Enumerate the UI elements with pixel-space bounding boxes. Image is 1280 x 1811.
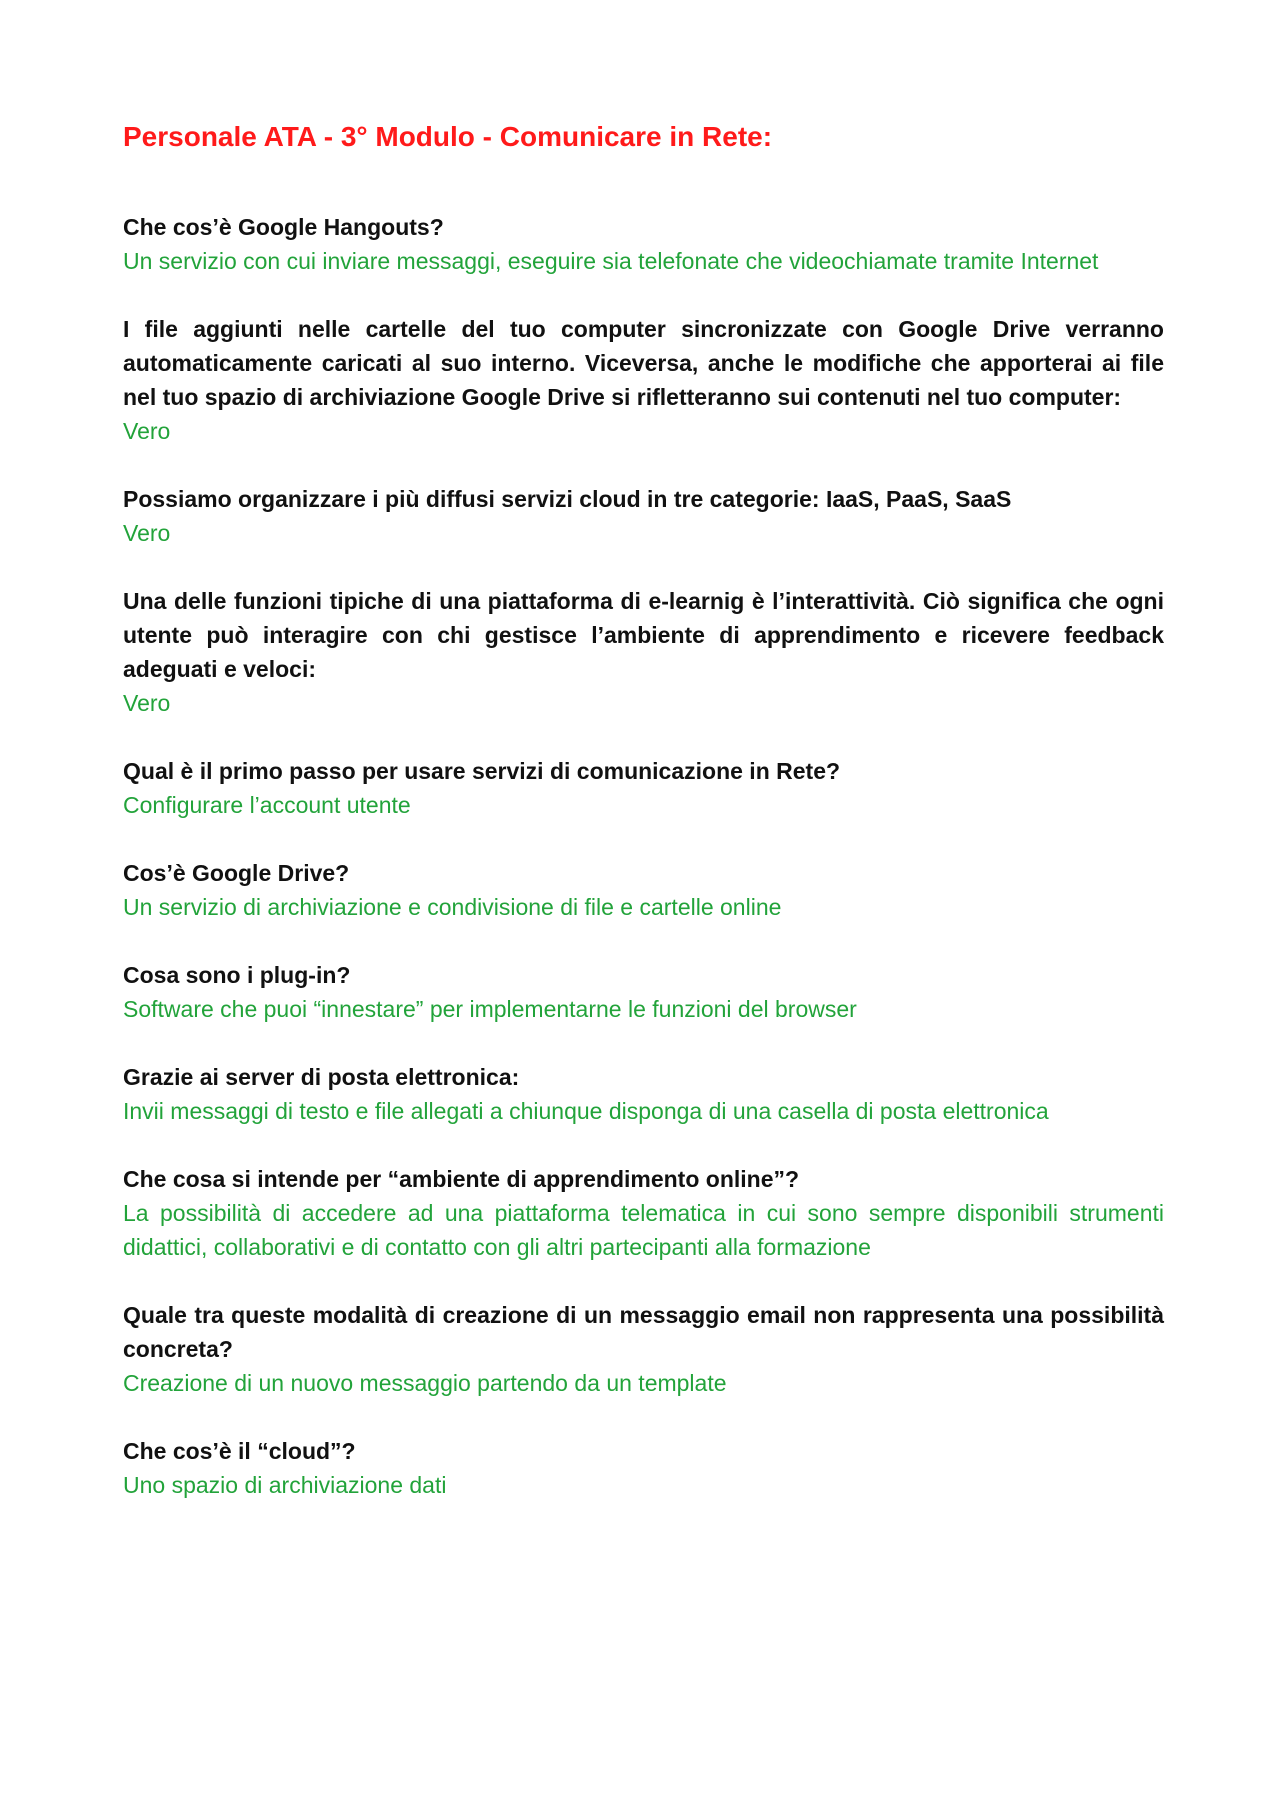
qa-item: [123, 1434, 1164, 1502]
question-text: Che cos’è Google Hangouts?: [123, 214, 444, 240]
answer-text: Uno spazio di archiviazione dati: [123, 1472, 447, 1498]
question-text: Quale tra queste modalità di creazione di un messaggio email non rappresenta una possibilità concreta?: [123, 1302, 1164, 1362]
qa-item: [123, 210, 1164, 278]
qa-item: [123, 856, 1164, 924]
question-text: Che cos’è il “cloud”?: [123, 1438, 356, 1464]
question-text: Una delle funzioni tipiche di una piattaforma di e-learnig è l’interattività. Ciò significa che ogni utente può interagire con chi gestisce l’ambiente di apprendimento e ricevere feedback adeguati e veloci:: [123, 588, 1164, 682]
answer-text: Vero: [123, 418, 171, 444]
answer-text: Software che puoi “innestare” per implementarne le funzioni del browser: [123, 996, 857, 1022]
answer-text: La possibilità di accedere ad una piattaforma telematica in cui sono sempre disponibili strumenti didattici, collaborativi e di contatto con gli altri partecipanti alla formazione: [123, 1200, 1164, 1260]
answer-text: Un servizio di archiviazione e condivisione di file e cartelle online: [123, 894, 782, 920]
question-text: Cosa sono i plug-in?: [123, 962, 351, 988]
qa-item: [123, 1060, 1164, 1128]
qa-item: [123, 312, 1164, 448]
answer-text: Creazione di un nuovo messaggio partendo da un template: [123, 1370, 727, 1396]
qa-item: [123, 1162, 1164, 1264]
answer-text: Vero: [123, 690, 171, 716]
answer-text: Un servizio con cui inviare messaggi, eseguire sia telefonate che videochiamate tramite Internet: [123, 248, 1099, 274]
question-text: Cos’è Google Drive?: [123, 860, 350, 886]
qa-item: [123, 958, 1164, 1026]
document-title: Personale ATA - 3° Modulo - Comunicare in Rete:: [123, 121, 773, 152]
question-text: Possiamo organizzare i più diffusi servizi cloud in tre categorie: IaaS, PaaS, SaaS: [123, 486, 1012, 512]
question-text: Grazie ai server di posta elettronica:: [123, 1064, 520, 1090]
answer-text: Configurare l’account utente: [123, 792, 411, 818]
question-text: I file aggiunti nelle cartelle del tuo computer sincronizzate con Google Drive verranno automaticamente caricati al suo interno. Viceversa, anche le modifiche che apporterai ai file nel tuo spazio di archiviazione Google Drive si rifletteranno sui contenuti nel tuo computer:: [123, 316, 1164, 410]
qa-item: [123, 584, 1164, 720]
answer-text: Invii messaggi di testo e file allegati a chiunque disponga di una casella di posta elettronica: [123, 1098, 1049, 1124]
qa-item: [123, 482, 1164, 550]
qa-list: [123, 210, 1164, 1502]
question-text: Qual è il primo passo per usare servizi di comunicazione in Rete?: [123, 758, 841, 784]
qa-item: [123, 1298, 1164, 1400]
qa-item: [123, 754, 1164, 822]
document-page: [123, 120, 1164, 1536]
question-text: Che cosa si intende per “ambiente di apprendimento online”?: [123, 1166, 800, 1192]
answer-text: Vero: [123, 520, 171, 546]
